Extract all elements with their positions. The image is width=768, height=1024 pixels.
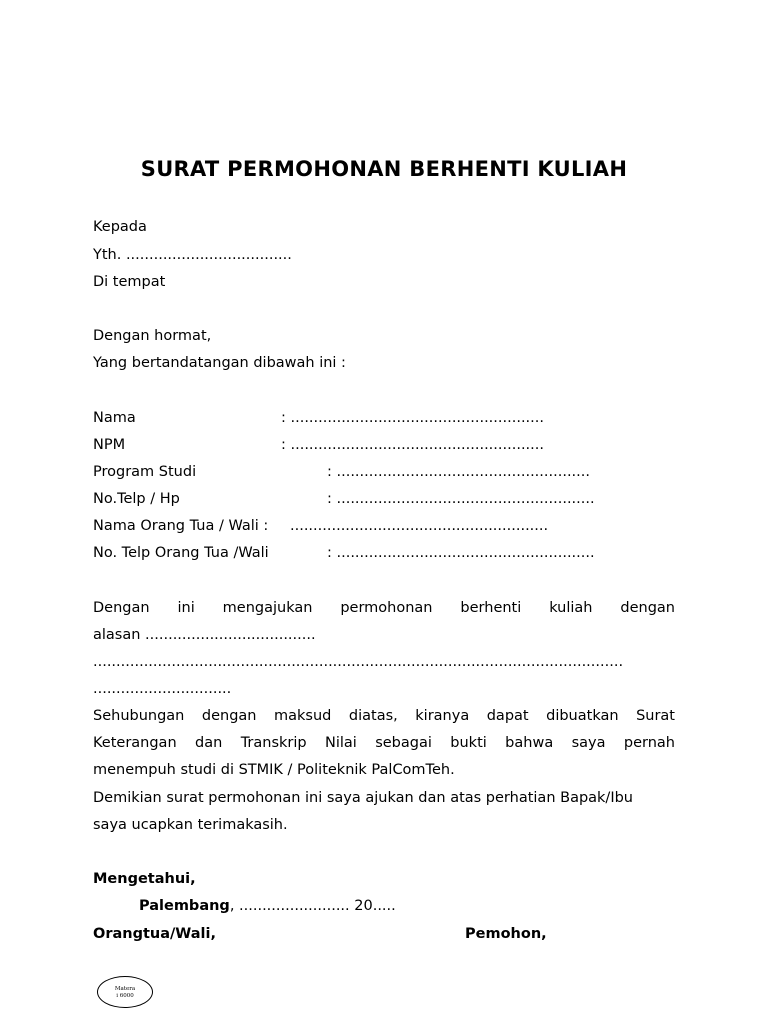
field-label-npm: NPM	[93, 437, 126, 453]
applicant-label: Pemohon,	[465, 926, 547, 942]
body-line-1-text: Dengan ini mengajukan permohonan berhenti kuliah dengan	[93, 600, 675, 616]
recipient-to: Kepada	[93, 219, 147, 235]
field-label-telp-wali: No. Telp Orang Tua /Wali	[93, 545, 269, 561]
stamp-line-2: i 6000	[116, 993, 134, 999]
body-line-5-text: Sehubungan dengan maksud diatas, kiranya dapat dibuatkan Surat	[93, 708, 675, 724]
recipient-yth: Yth. ....................................	[93, 247, 292, 263]
field-value-nama-wali: ........................................................	[290, 518, 549, 534]
field-value-program-studi: : .......................................................	[327, 464, 590, 480]
revenue-stamp-placeholder	[97, 976, 153, 1008]
intro-text: Yang bertandatangan dibawah ini :	[93, 355, 346, 371]
field-label-program-studi: Program Studi	[93, 464, 197, 480]
body-line-5	[93, 706, 675, 726]
greeting: Dengan hormat,	[93, 328, 212, 344]
place-date-line	[139, 896, 396, 916]
field-label-telp: No.Telp / Hp	[93, 491, 180, 507]
body-line-8: Demikian surat permohonan ini saya ajukan dan atas perhatian Bapak/Ibu	[93, 790, 633, 806]
body-line-4: ..............................	[93, 681, 232, 697]
field-value-telp-wali: : ........................................................	[327, 545, 595, 561]
body-line-3: ...................................................................................................................	[93, 654, 624, 670]
guardian-label: Orangtua/Wali,	[93, 926, 217, 942]
field-label-nama: Nama	[93, 410, 136, 426]
field-value-npm: : .......................................................	[281, 437, 544, 453]
body-line-1	[93, 598, 675, 618]
letter-title: SURAT PERMOHONAN BERHENTI KULIAH	[140, 157, 628, 181]
body-line-2: alasan .....................................	[93, 627, 316, 643]
field-value-telp: : ........................................................	[327, 491, 595, 507]
body-line-7: menempuh studi di STMIK / Politeknik PalComTeh.	[93, 762, 455, 778]
acknowledged-label: Mengetahui,	[93, 871, 196, 887]
field-label-nama-wali: Nama Orang Tua / Wali :	[93, 518, 269, 534]
date-placeholder: , ........................ 20.....	[229, 898, 396, 914]
body-line-9: saya ucapkan terimakasih.	[93, 817, 288, 833]
stamp-line-1: Matera	[114, 986, 136, 992]
body-line-6	[93, 733, 675, 753]
field-value-nama: : .......................................................	[281, 410, 544, 426]
recipient-place: Di tempat	[93, 274, 166, 290]
body-line-6-text: Keterangan dan Transkrip Nilai sebagai bukti bahwa saya pernah	[93, 735, 675, 751]
city-name: Palembang	[139, 898, 230, 914]
